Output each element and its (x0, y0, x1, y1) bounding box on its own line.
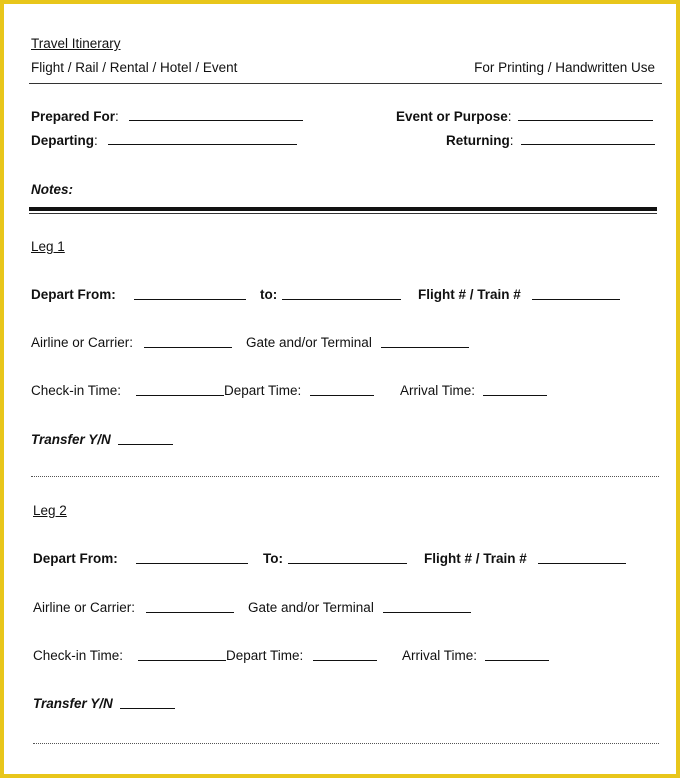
leg-2-gate-label: Gate and/or Terminal (248, 600, 374, 615)
leg-1-to-blank[interactable] (282, 288, 401, 300)
leg-1-airline-label: Airline or Carrier: (31, 335, 134, 350)
leg-1-transfer-blank[interactable] (118, 433, 173, 445)
leg-2-depart-time-blank[interactable] (313, 649, 377, 661)
leg-2-checkin-blank[interactable] (138, 649, 226, 661)
prepared-for-blank[interactable] (129, 109, 303, 121)
leg-1-checkin-blank[interactable] (136, 384, 224, 396)
notes-label: Notes: (31, 182, 74, 197)
leg-2-divider (33, 743, 659, 744)
departing-blank[interactable] (108, 133, 297, 145)
header-divider (29, 83, 662, 84)
leg-1-airline-blank[interactable] (144, 336, 232, 348)
leg-1-to-label: to: (260, 287, 278, 302)
itinerary-page (4, 4, 676, 774)
leg-1-flight-train-blank[interactable] (532, 288, 620, 300)
departing-label: Departing (31, 133, 95, 148)
leg-1-depart-time-label: Depart Time: (224, 383, 302, 398)
notes-divider-thin (29, 213, 657, 214)
returning-label: Returning (446, 133, 510, 148)
leg-2-transfer-label: Transfer Y/N (33, 696, 113, 711)
leg-2-depart-from-blank[interactable] (136, 552, 248, 564)
leg-2-arrival-time-label: Arrival Time: (402, 648, 478, 663)
leg-1-arrival-time-label: Arrival Time: (400, 383, 476, 398)
leg-2-flight-train-blank[interactable] (538, 552, 626, 564)
returning-row (446, 133, 655, 148)
leg-1-depart-from-blank[interactable] (134, 288, 246, 300)
document-subtitle: Flight / Rail / Rental / Hotel / Event (31, 60, 238, 75)
leg-2-to-label: To: (263, 551, 283, 566)
leg-1-depart-time-blank[interactable] (310, 384, 374, 396)
leg-1-arrival-time-blank[interactable] (483, 384, 547, 396)
leg-2-title: Leg 2 (33, 503, 67, 518)
leg-2-arrival-time-blank[interactable] (485, 649, 549, 661)
event-purpose-label: Event or Purpose (396, 109, 508, 124)
leg-1-transfer-label: Transfer Y/N (31, 432, 111, 447)
leg-2-airline-label: Airline or Carrier: (33, 600, 136, 615)
prepared-for-label: Prepared For (31, 109, 116, 124)
leg-2-transfer-blank[interactable] (120, 697, 175, 709)
document-title: Travel Itinerary (31, 36, 121, 51)
leg-2-flight-train-label: Flight # / Train # (424, 551, 527, 566)
leg-1-depart-from-label: Depart From: (31, 287, 116, 302)
colon: : (94, 133, 98, 148)
leg-2-depart-time-label: Depart Time: (226, 648, 304, 663)
leg-2-checkin-label: Check-in Time: (33, 648, 124, 663)
leg-1-divider (31, 476, 659, 477)
departing-row (31, 133, 297, 148)
leg-1-gate-blank[interactable] (381, 336, 469, 348)
event-purpose-blank[interactable] (518, 109, 653, 121)
colon: : (115, 109, 119, 124)
leg-1-checkin-label: Check-in Time: (31, 383, 122, 398)
leg-2-airline-blank[interactable] (146, 601, 234, 613)
colon: : (507, 109, 512, 124)
leg-2-gate-blank[interactable] (383, 601, 471, 613)
leg-2-depart-from-label: Depart From: (33, 551, 118, 566)
prepared-for-row (31, 109, 303, 124)
returning-blank[interactable] (521, 133, 655, 145)
colon: : (509, 133, 514, 148)
leg-1-gate-label: Gate and/or Terminal (246, 335, 372, 350)
print-note: For Printing / Handwritten Use (474, 60, 655, 75)
leg-1-flight-train-label: Flight # / Train # (418, 287, 521, 302)
leg-2-to-blank[interactable] (288, 552, 407, 564)
notes-divider (29, 207, 657, 211)
leg-1-title: Leg 1 (31, 239, 65, 254)
event-purpose-row (396, 109, 653, 124)
